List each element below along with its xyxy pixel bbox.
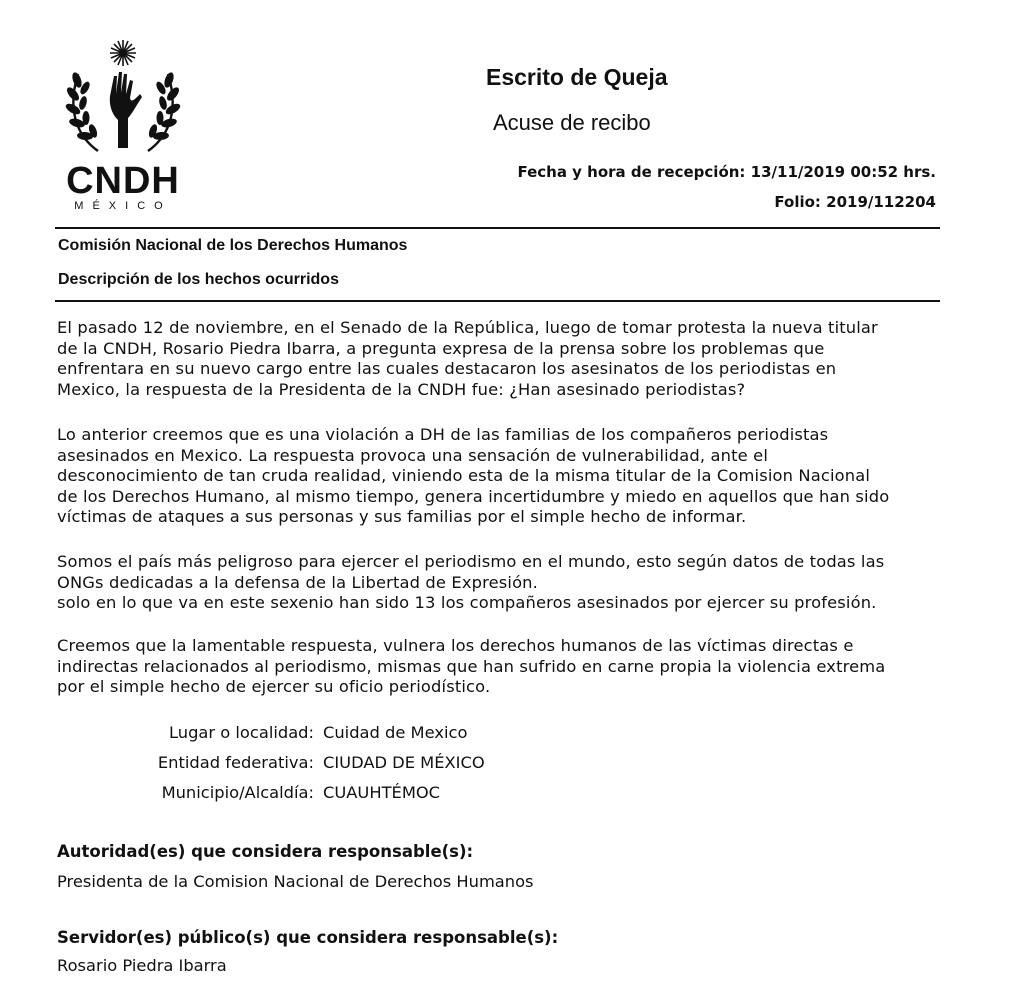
paragraph-line: El pasado 12 de noviembre, en el Senado de la República, luego de tomar protesta la nueva titular [57, 318, 878, 337]
paragraph-line: enfrentara en su nuevo cargo entre las cuales destacaron los asesinatos de los periodistas en [57, 359, 837, 378]
description-heading: Descripción de los hechos ocurridos [58, 271, 339, 288]
divider-bottom [55, 300, 940, 302]
servidor-heading: Servidor(es) público(s) que considera responsable(s): [57, 928, 559, 947]
paragraph-3 [57, 552, 957, 614]
autoridad-heading: Autoridad(es) que considera responsable(s): [57, 842, 474, 861]
reception-date: Fecha y hora de recepción: 13/11/2019 00:52 hrs. [517, 163, 936, 181]
paragraph-line: desconocimiento de tan cruda realidad, viniendo esta de la misma titular de la Comision Nacional [57, 466, 871, 485]
autoridad-value: Presidenta de la Comision Nacional de Derechos Humanos [57, 872, 534, 891]
paragraph-line: de la CNDH, Rosario Piedra Ibarra, a pregunta expresa de la prensa sobre los problemas que [57, 338, 825, 358]
paragraph-line: Mexico, la respuesta de la Presidenta de la CNDH fue: ¿Han asesinado periodistas? [57, 379, 746, 399]
folio-number: Folio: 2019/112204 [774, 193, 936, 211]
logo-name: CNDH [66, 160, 180, 202]
paragraph-line: por el simple hecho de ejercer su oficio periodístico. [57, 677, 491, 696]
divider-top [55, 227, 940, 229]
paragraph-line: ONGs dedicadas a la defensa de la Libertad de Expresión. [57, 572, 538, 592]
paragraph-line: asesinados en Mexico. La respuesta provoca una sensación de vulnerabilidad, ante el [57, 445, 769, 465]
entidad-value: CIUDAD DE MÉXICO [323, 753, 485, 772]
cndh-emblem-icon [58, 36, 188, 161]
entidad-label: Entidad federativa: [157, 753, 314, 772]
document-subtitle: Acuse de recibo [493, 110, 651, 135]
lugar-value: Cuidad de Mexico [323, 723, 468, 742]
municipio-label: Municipio/Alcaldía: [161, 783, 314, 802]
municipio-value: CUAUHTÉMOC [323, 783, 441, 802]
paragraph-line: Somos el país más peligroso para ejercer el periodismo en el mundo, esto según datos de todas las [57, 552, 885, 571]
paragraph-line: víctimas de ataques a sus personas y sus familias por el simple hecho de informar. [57, 507, 747, 526]
institution-heading: Comisión Nacional de los Derechos Humanos [58, 237, 408, 254]
lugar-label: Lugar o localidad: [168, 723, 314, 742]
paragraph-line: de los Derechos Humano, al mismo tiempo, genera incertidumbre y miedo en aquellos que han sido [57, 486, 890, 506]
paragraph-line: Creemos que la lamentable respuesta, vulnera los derechos humanos de las víctimas directas e [57, 636, 854, 655]
paragraph-line: Lo anterior creemos que es una violación a DH de las familias de los compañeros periodistas [57, 425, 829, 444]
paragraph-1 [57, 318, 957, 400]
cndh-logo [58, 36, 188, 216]
paragraph-2 [57, 425, 957, 528]
paragraph-line: indirectas relacionados al periodismo, mismas que han sufrido en carne propia la violencia extrema [57, 656, 886, 676]
servidor-value: Rosario Piedra Ibarra [57, 956, 227, 975]
logo-subtitle: MÉXICO [74, 200, 172, 212]
document-title: Escrito de Queja [486, 64, 668, 90]
paragraph-4 [57, 636, 957, 698]
paragraph-line: solo en lo que va en este sexenio han sido 13 los compañeros asesinados por ejercer su profesión. [57, 593, 877, 612]
